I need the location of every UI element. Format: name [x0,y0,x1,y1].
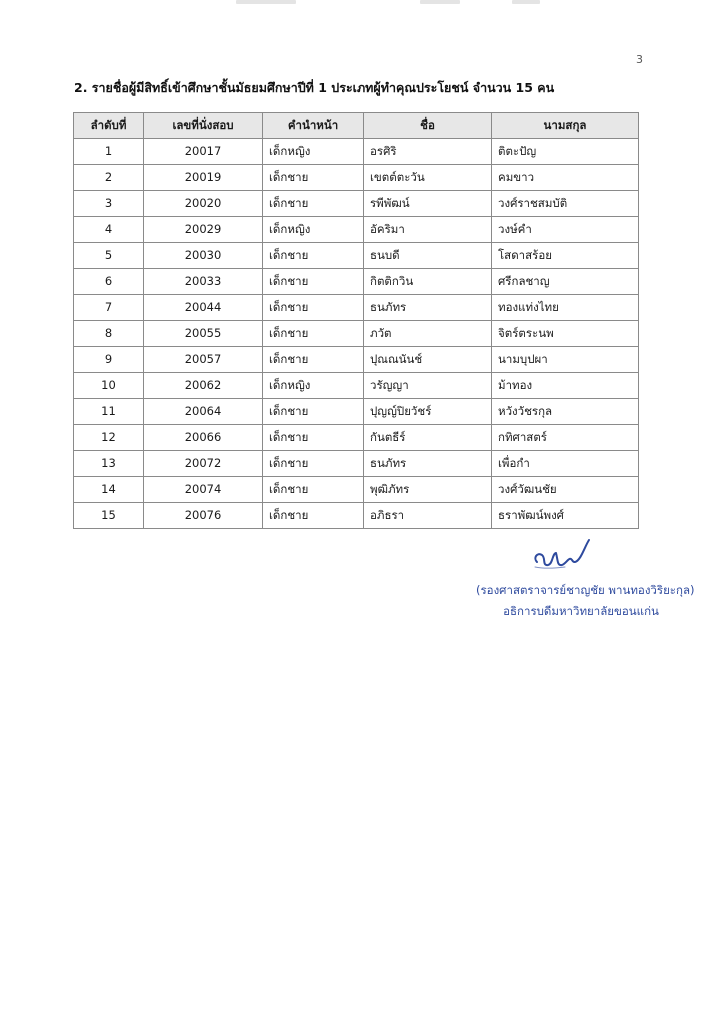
prefix-cell: เด็กชาย [263,191,364,217]
seat-number-cell: 20076 [144,503,263,529]
seat-number-cell: 20044 [144,295,263,321]
order-cell: 11 [74,399,144,425]
table-row [74,243,639,269]
seat-number-cell: 20030 [144,243,263,269]
prefix-cell: เด็กหญิง [263,139,364,165]
seat-number-cell: 20019 [144,165,263,191]
prefix-cell: เด็กชาย [263,425,364,451]
column-header-first-name: ชื่อ [364,113,492,139]
order-cell: 5 [74,243,144,269]
prefix-cell: เด็กชาย [263,477,364,503]
table-row [74,269,639,295]
order-cell: 8 [74,321,144,347]
first-name-cell: อัคริมา [364,217,492,243]
order-cell: 1 [74,139,144,165]
table-row [74,373,639,399]
column-header-seat-number: เลขที่นั่งสอบ [144,113,263,139]
prefix-cell: เด็กชาย [263,295,364,321]
last-name-cell: ศรีกลชาญ [492,269,639,295]
order-cell: 3 [74,191,144,217]
seat-number-cell: 20074 [144,477,263,503]
table-row [74,191,639,217]
first-name-cell: ธนบดี [364,243,492,269]
page-number: 3 [636,53,643,66]
signer-title: อธิการบดีมหาวิทยาลัยขอนแก่น [503,604,659,618]
seat-number-cell: 20020 [144,191,263,217]
last-name-cell: ทองแท่งไทย [492,295,639,321]
seat-number-cell: 20072 [144,451,263,477]
last-name-cell: ติตะปัญ [492,139,639,165]
seat-number-cell: 20057 [144,347,263,373]
order-cell: 15 [74,503,144,529]
column-header-last-name: นามสกุล [492,113,639,139]
last-name-cell: เพื่อกำ [492,451,639,477]
table-row [74,295,639,321]
prefix-cell: เด็กชาย [263,321,364,347]
prefix-cell: เด็กชาย [263,399,364,425]
table-row [74,477,639,503]
table-row [74,165,639,191]
order-cell: 6 [74,269,144,295]
last-name-cell: โสดาสร้อย [492,243,639,269]
prefix-cell: เด็กชาย [263,269,364,295]
order-cell: 4 [74,217,144,243]
first-name-cell: ปุณณนันช์ [364,347,492,373]
table-row [74,425,639,451]
student-list-table [73,112,639,529]
last-name-cell: จิตร์ตระนพ [492,321,639,347]
prefix-cell: เด็กหญิง [263,217,364,243]
section-heading: 2. รายชื่อผู้มีสิทธิ์เข้าศึกษาชั้นมัธยมศึกษาปีที่ 1 ประเภทผู้ทำคุณประโยชน์ จำนวน 15 คน [74,80,555,95]
column-header-order: ลำดับที่ [74,113,144,139]
first-name-cell: ภวัต [364,321,492,347]
table-row [74,217,639,243]
first-name-cell: เขตต์ตะวัน [364,165,492,191]
table-row [74,321,639,347]
order-cell: 10 [74,373,144,399]
prefix-cell: เด็กชาย [263,165,364,191]
last-name-cell: วงศ์วัฒนชัย [492,477,639,503]
prefix-cell: เด็กชาย [263,503,364,529]
table-body [74,139,639,529]
seat-number-cell: 20033 [144,269,263,295]
last-name-cell: หวังวัชรกุล [492,399,639,425]
table-row [74,347,639,373]
first-name-cell: อรศิริ [364,139,492,165]
seat-number-cell: 20062 [144,373,263,399]
scan-artifact [236,0,296,4]
table-row [74,399,639,425]
prefix-cell: เด็กชาย [263,243,364,269]
order-cell: 2 [74,165,144,191]
first-name-cell: อภิธรา [364,503,492,529]
signature [527,538,599,576]
order-cell: 14 [74,477,144,503]
seat-number-cell: 20029 [144,217,263,243]
last-name-cell: ธราพัฒน์พงศ์ [492,503,639,529]
first-name-cell: กิตติกวิน [364,269,492,295]
last-name-cell: ม้าทอง [492,373,639,399]
order-cell: 12 [74,425,144,451]
first-name-cell: วรัญญา [364,373,492,399]
last-name-cell: คมขาว [492,165,639,191]
last-name-cell: นามบุปผา [492,347,639,373]
scan-artifact [420,0,460,4]
column-header-prefix: คำนำหน้า [263,113,364,139]
order-cell: 7 [74,295,144,321]
first-name-cell: ธนภัทร [364,451,492,477]
table-row [74,503,639,529]
last-name-cell: วงศ์ราชสมบัติ [492,191,639,217]
prefix-cell: เด็กชาย [263,451,364,477]
first-name-cell: ปุญญ์ปิยวัชร์ [364,399,492,425]
scan-artifact [512,0,540,4]
table-header-row [74,113,639,139]
first-name-cell: พุฒิภัทร [364,477,492,503]
first-name-cell: กันตธีร์ [364,425,492,451]
seat-number-cell: 20017 [144,139,263,165]
table-row [74,139,639,165]
seat-number-cell: 20066 [144,425,263,451]
last-name-cell: กทิศาสตร์ [492,425,639,451]
last-name-cell: วงษ์คำ [492,217,639,243]
prefix-cell: เด็กชาย [263,347,364,373]
table-row [74,451,639,477]
first-name-cell: รพีพัฒน์ [364,191,492,217]
seat-number-cell: 20055 [144,321,263,347]
first-name-cell: ธนภัทร [364,295,492,321]
seat-number-cell: 20064 [144,399,263,425]
prefix-cell: เด็กหญิง [263,373,364,399]
signer-name: (รองศาสตราจารย์ชาญชัย พานทองวิริยะกุล) [476,583,695,597]
order-cell: 13 [74,451,144,477]
order-cell: 9 [74,347,144,373]
